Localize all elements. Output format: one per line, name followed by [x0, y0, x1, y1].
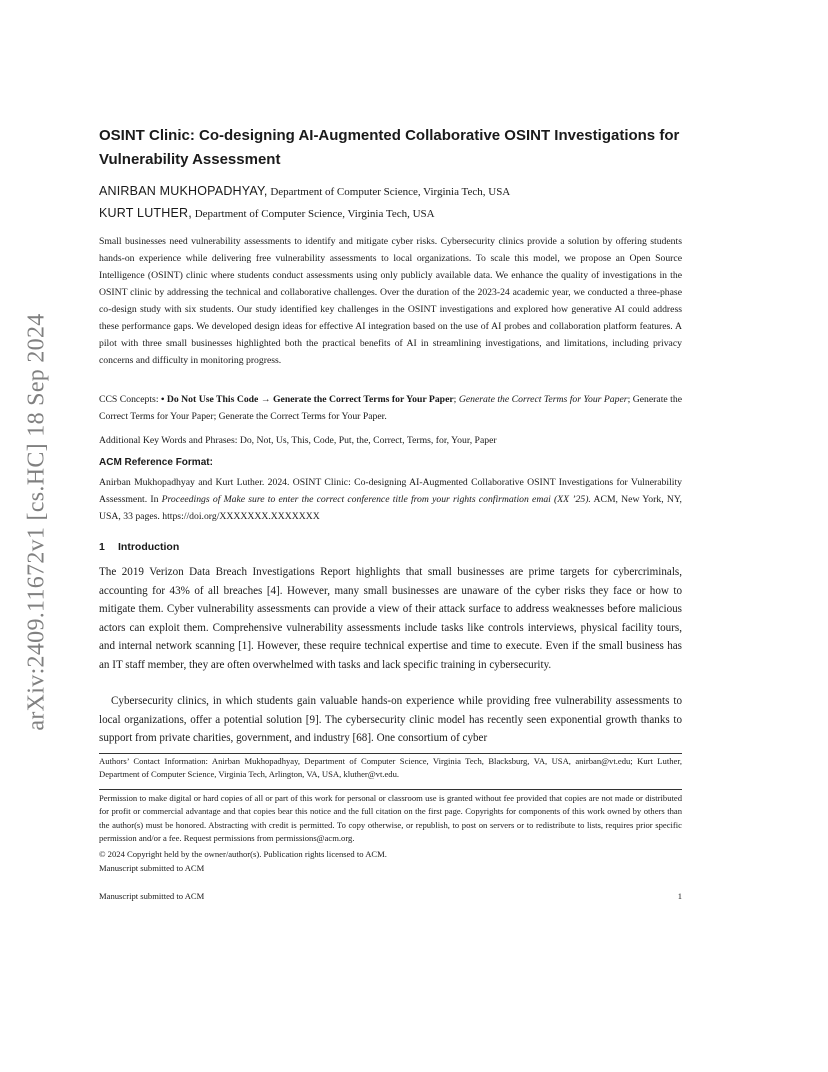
footnote-rule	[99, 753, 682, 754]
author-name: ANIRBAN MUKHOPADHYAY,	[99, 184, 268, 198]
reference-venue: Proceedings of Make sure to enter the correct conference title from your rights confirmation emai (XX ’25).	[161, 494, 591, 505]
reference-heading: ACM Reference Format:	[99, 457, 213, 468]
page-footer-left: Manuscript submitted to ACM	[99, 891, 205, 901]
author-2	[99, 206, 435, 220]
author-contact-info: Authors’ Contact Information: Anirban Mukhopadhyay, Department of Computer Science, Virginia Tech, Blacksburg, VA, USA, anirban@vt.edu; Kurt Luther, Department of Computer Science, Virginia Tech, Arlington, VA, USA, kluther@vt.edu.	[99, 756, 682, 780]
arxiv-identifier: arXiv:2409.11672v1 [cs.HC] 18 Sep 2024	[23, 313, 50, 731]
intro-paragraph-2: Cybersecurity clinics, in which students gain valuable hands-on experience while providing free vulnerability assessments to local organizations, offer a potential solution [9]. The cybersecurity clinic model has recently seen exponential growth thanks to support from private charities, government, and industry [68]. One consortium of cyber	[99, 695, 682, 744]
reference-pre: Anirban Mukhopadhyay and Kurt Luther. 2024. OSINT Clinic: Co-designing AI-Augmented Collaborative OSINT Investigations for Vulnerability Assessment. In	[99, 477, 682, 505]
section-title: Introduction	[118, 541, 180, 553]
ccs-concepts	[99, 391, 682, 425]
copyright-notice: © 2024 Copyright held by the owner/author(s). Publication rights licensed to ACM.	[99, 849, 387, 859]
keywords: Additional Key Words and Phrases: Do, Not, Us, This, Code, Put, the, Correct, Terms, for, Your, Paper	[99, 435, 497, 446]
abstract: Small businesses need vulnerability assessments to identify and mitigate cyber risks. Cybersecurity clinics provide a solution by offering students hands-on experience while delivering free vulnerability assessments to local organizations. To scale this model, we propose an Open Source Intelligence (OSINT) clinic where students conduct assessments using only publicly available data. We enhance the quality of investigations in the OSINT clinic by addressing the technical and collaborative challenges. Over the duration of the 2023-24 academic year, we conducted a three-phase co-design study with six students. Our study identified key challenges in the OSINT investigations and explored how generative AI could address these performance gaps. We developed design ideas for effective AI integration based on the use of AI probes and collaboration platform features. A pilot with three small businesses highlighted both the practical benefits of AI in streamlining investigations, and limitations, including privacy concerns and difficulty in monitoring progress.	[99, 236, 682, 366]
paper-title: OSINT Clinic: Co-designing AI-Augmented Collaborative OSINT Investigations for Vulnerability Assessment	[99, 127, 680, 168]
reference-post: ACM, New York, NY, USA, 33 pages. https://doi.org/XXXXXXX.XXXXXXX	[99, 494, 682, 522]
author-affiliation: Department of Computer Science, Virginia Tech, USA	[267, 186, 511, 198]
ccs-italic: Generate the Correct Terms for Your Paper	[458, 394, 628, 405]
ccs-separator: ;	[453, 394, 459, 405]
reference-format	[99, 474, 682, 525]
author-name: KURT LUTHER,	[99, 206, 192, 220]
manuscript-note: Manuscript submitted to ACM	[99, 863, 205, 873]
section-number: 1	[99, 541, 105, 553]
page-number: 1	[677, 891, 682, 901]
ccs-rest: ; Generate the Correct Terms for Your Paper; Generate the Correct Terms for Your Paper.	[99, 394, 682, 422]
permission-rule	[99, 789, 682, 790]
author-affiliation: Department of Computer Science, Virginia Tech, USA	[191, 208, 435, 220]
ccs-label: CCS Concepts:	[99, 394, 161, 405]
section-heading	[99, 541, 179, 553]
permission-notice: Permission to make digital or hard copies of all or part of this work for personal or classroom use is granted without fee provided that copies are not made or distributed for profit or commercial advantage and that copies bear this notice and the full citation on the first page. Copyrights for components of this work owned by others than the author(s) must be honored. Abstracting with credit is permitted. To copy otherwise, or republish, to post on servers or to redistribute to lists, requires prior specific permission and/or a fee. Request permissions from permissions@acm.org.	[99, 793, 682, 844]
ccs-primary: • Do Not Use This Code → Generate the Correct Terms for Your Paper	[161, 394, 454, 405]
author-1	[99, 184, 510, 198]
intro-paragraph-1: The 2019 Verizon Data Breach Investigations Report highlights that small businesses are prime targets for cybercriminals, accounting for 43% of all breaches [4]. However, many small businesses are unaware of the cyber risks they face or how to mitigate them. Cyber vulnerability assessments can provide a view of their attack surface to address weaknesses before malicious actors can exploit them. Comprehensive vulnerability assessments include tasks like controls interviews, physical facility tours, and internal network scanning [1]. However, these require technical expertise and time to execute. Even if the small business has an IT staff member, they are often overwhelmed with tasks and lack specific training in cybersecurity.	[99, 566, 682, 671]
arxiv-sidebar	[22, 285, 52, 760]
